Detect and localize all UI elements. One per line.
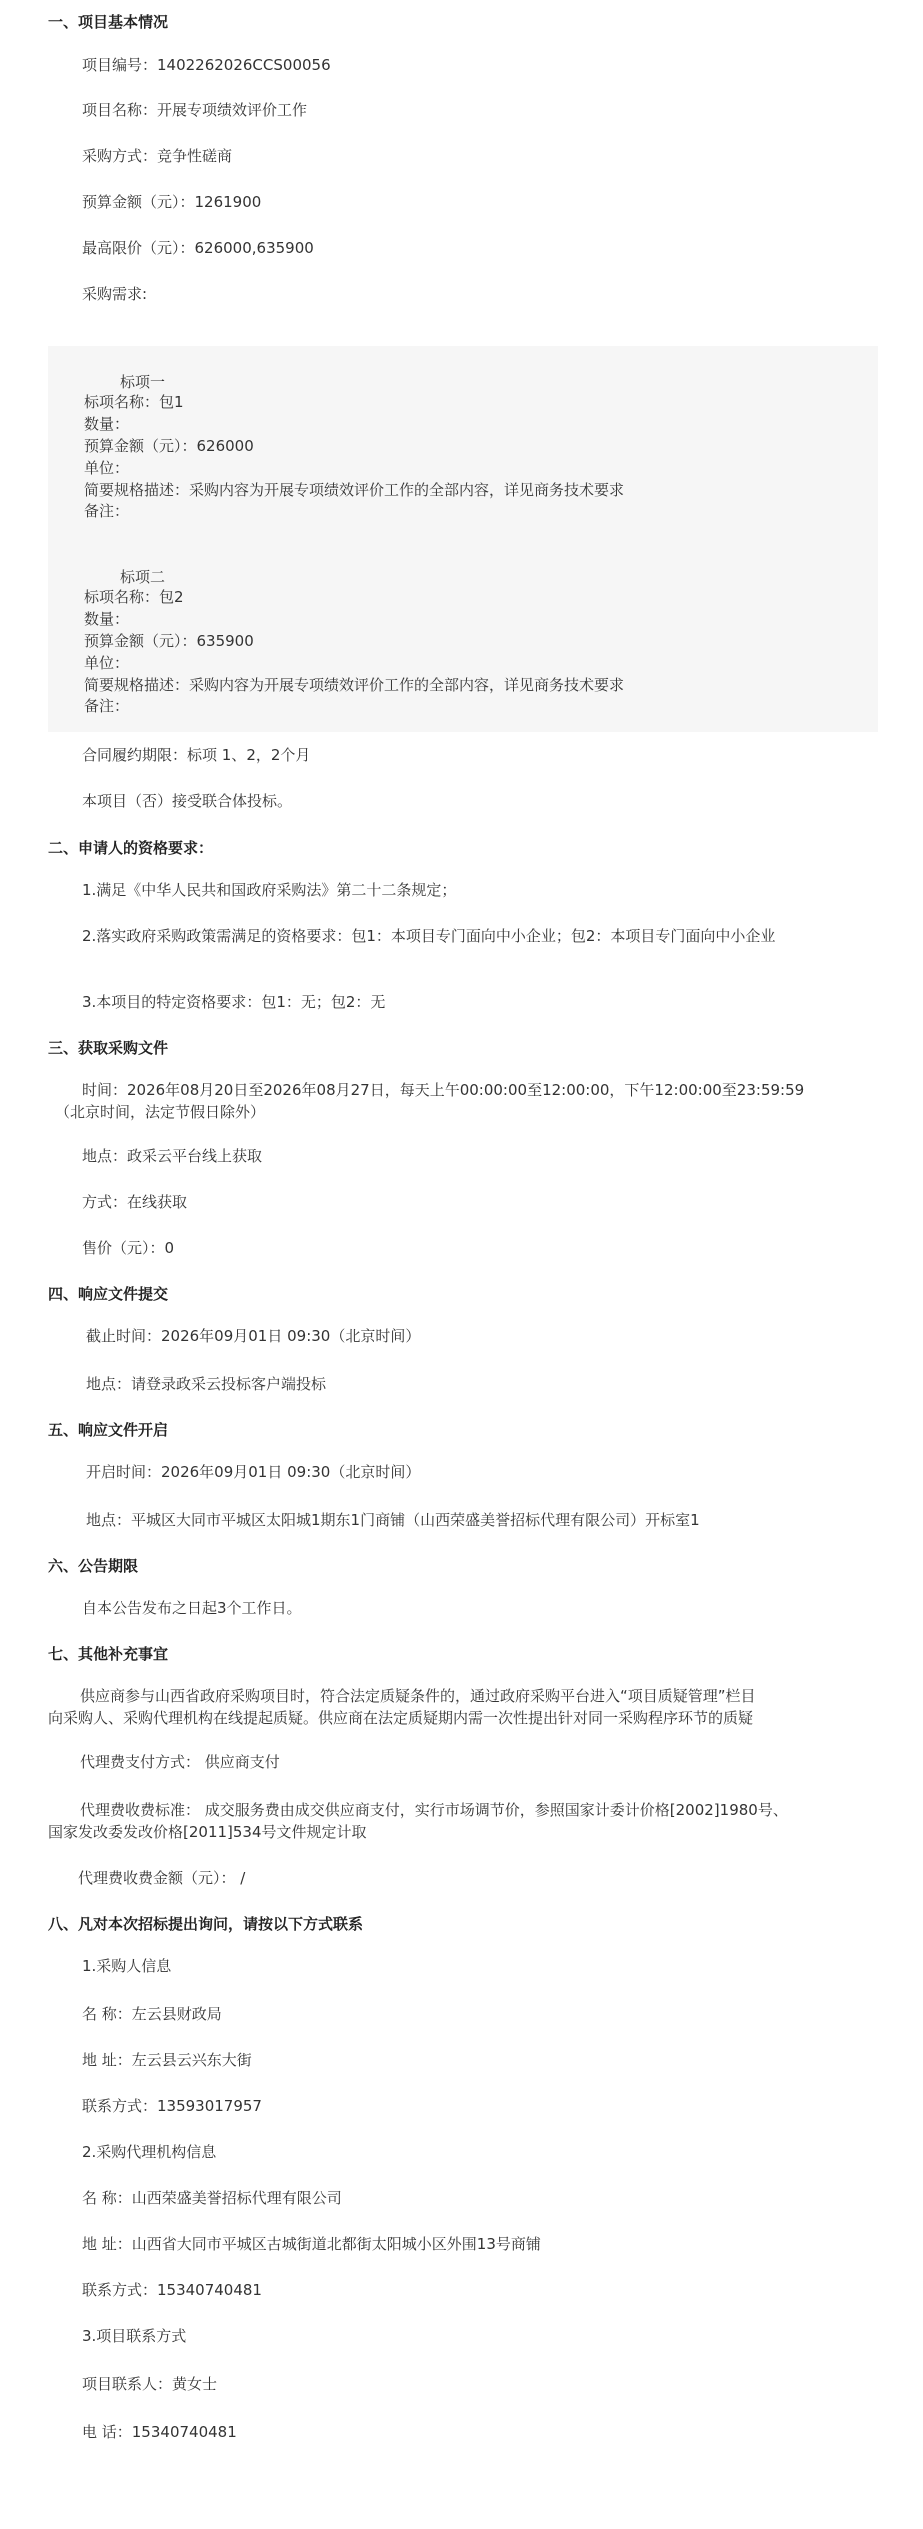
notice-period: 自本公告发布之日起3个工作日。	[82, 1599, 302, 1617]
agency-fee-payment: 代理费支付方式： 供应商支付	[80, 1753, 280, 1771]
agency-name: 名 称：山西荣盛美誉招标代理有限公司	[82, 2189, 342, 2207]
agency-heading: 2.采购代理机构信息	[82, 2143, 217, 2161]
challenge-paragraph-line-1: 供应商参与山西省政府采购项目时，符合法定质疑条件的，通过政府采购平台进入“项目质疑管理”栏目	[80, 1687, 756, 1705]
agency-fee-standard-line-2: 国家发改委发改价格[2011]534号文件规定计取	[48, 1823, 367, 1841]
section-title-5: 五、响应文件开启	[48, 1421, 169, 1439]
purchaser-heading: 1.采购人信息	[82, 1957, 172, 1975]
contact-person: 项目联系人：黄女士	[82, 2375, 218, 2393]
purchaser-address: 地 址：左云县云兴东大街	[82, 2051, 252, 2069]
project-number: 项目编号：1402262026CCS00056	[82, 56, 331, 74]
submission-deadline: 截止时间：2026年09月01日 09:30（北京时间）	[86, 1327, 421, 1345]
project-name: 项目名称：开展专项绩效评价工作	[82, 101, 308, 119]
lot-budget: 预算金额（元）：626000	[84, 437, 254, 455]
lot-name: 标项名称：包2	[84, 588, 184, 606]
agency-fee-standard-line-1: 代理费收费标准： 成交服务费由成交供应商支付，实行市场调节价，参照国家计委计价格[2002]1980号、	[80, 1801, 788, 1819]
opening-time: 开启时间：2026年09月01日 09:30（北京时间）	[86, 1463, 421, 1481]
section-title-8: 八、凡对本次招标提出询问，请按以下方式联系	[48, 1915, 364, 1933]
lot-spec: 简要规格描述：采购内容为开展专项绩效评价工作的全部内容，详见商务技术要求	[84, 676, 625, 694]
opening-place: 地点：平城区大同市平城区太阳城1期东1门商铺（山西荣盛美誉招标代理有限公司）开标室1	[86, 1511, 700, 1529]
qualification-item-3: 3.本项目的特定资格要求：包1：无；包2：无	[82, 993, 386, 1011]
obtain-way: 方式：在线获取	[82, 1193, 188, 1211]
qualification-item-1: 1.满足《中华人民共和国政府采购法》第二十二条规定；	[82, 881, 457, 899]
section-title-3: 三、获取采购文件	[48, 1039, 169, 1057]
needs-label: 采购需求:	[82, 285, 148, 303]
obtain-time: 时间：2026年08月20日至2026年08月27日，每天上午00:00:00至12:00:00，下午12:00:00至23:59:59	[82, 1081, 805, 1099]
lot-unit: 单位：	[84, 654, 130, 672]
section-title-6: 六、公告期限	[48, 1557, 139, 1575]
contact-heading: 3.项目联系方式	[82, 2327, 187, 2345]
lot-name: 标项名称：包1	[84, 393, 184, 411]
obtain-time-note: （北京时间，法定节假日除外）	[55, 1103, 266, 1121]
lot-unit: 单位：	[84, 459, 130, 477]
agency-address: 地 址：山西省大同市平城区古城街道北都街太阳城小区外围13号商铺	[82, 2235, 541, 2253]
section-title-7: 七、其他补充事宜	[48, 1645, 169, 1663]
section-title-1: 一、项目基本情况	[48, 13, 169, 31]
max-price: 最高限价（元）：626000,635900	[82, 239, 314, 257]
lot-note: 备注：	[84, 502, 130, 520]
lot-qty: 数量：	[84, 610, 130, 628]
challenge-paragraph-line-2: 向采购人、采购代理机构在线提起质疑。供应商在法定质疑期内需一次性提出针对同一采购程序环节的质疑	[48, 1709, 754, 1727]
lot-budget: 预算金额（元）：635900	[84, 632, 254, 650]
agency-phone: 联系方式：15340740481	[82, 2281, 262, 2299]
contract-period: 合同履约期限：标项 1、2，2个月	[82, 746, 311, 764]
document-price: 售价（元）：0	[82, 1239, 175, 1257]
lot-title: 标项一	[120, 373, 166, 391]
obtain-place: 地点：政采云平台线上获取	[82, 1147, 263, 1165]
procurement-method: 采购方式：竞争性磋商	[82, 147, 233, 165]
purchaser-name: 名 称：左云县财政局	[82, 2005, 222, 2023]
lot-title: 标项二	[120, 568, 166, 586]
consortium-note: 本项目（否）接受联合体投标。	[82, 792, 293, 810]
contact-phone: 电 话：15340740481	[82, 2423, 237, 2441]
lot-spec: 简要规格描述：采购内容为开展专项绩效评价工作的全部内容，详见商务技术要求	[84, 481, 625, 499]
submission-place: 地点：请登录政采云投标客户端投标	[86, 1375, 327, 1393]
budget-amount: 预算金额（元）：1261900	[82, 193, 262, 211]
lot-note: 备注：	[84, 697, 130, 715]
purchaser-phone: 联系方式：13593017957	[82, 2097, 262, 2115]
section-title-4: 四、响应文件提交	[48, 1285, 169, 1303]
lot-qty: 数量：	[84, 415, 130, 433]
qualification-item-2: 2.落实政府采购政策需满足的资格要求：包1：本项目专门面向中小企业；包2：本项目专门面向中小企业	[82, 927, 776, 945]
section-title-2: 二、申请人的资格要求：	[48, 839, 214, 857]
agency-fee-amount: 代理费收费金额（元）： /	[78, 1869, 246, 1887]
